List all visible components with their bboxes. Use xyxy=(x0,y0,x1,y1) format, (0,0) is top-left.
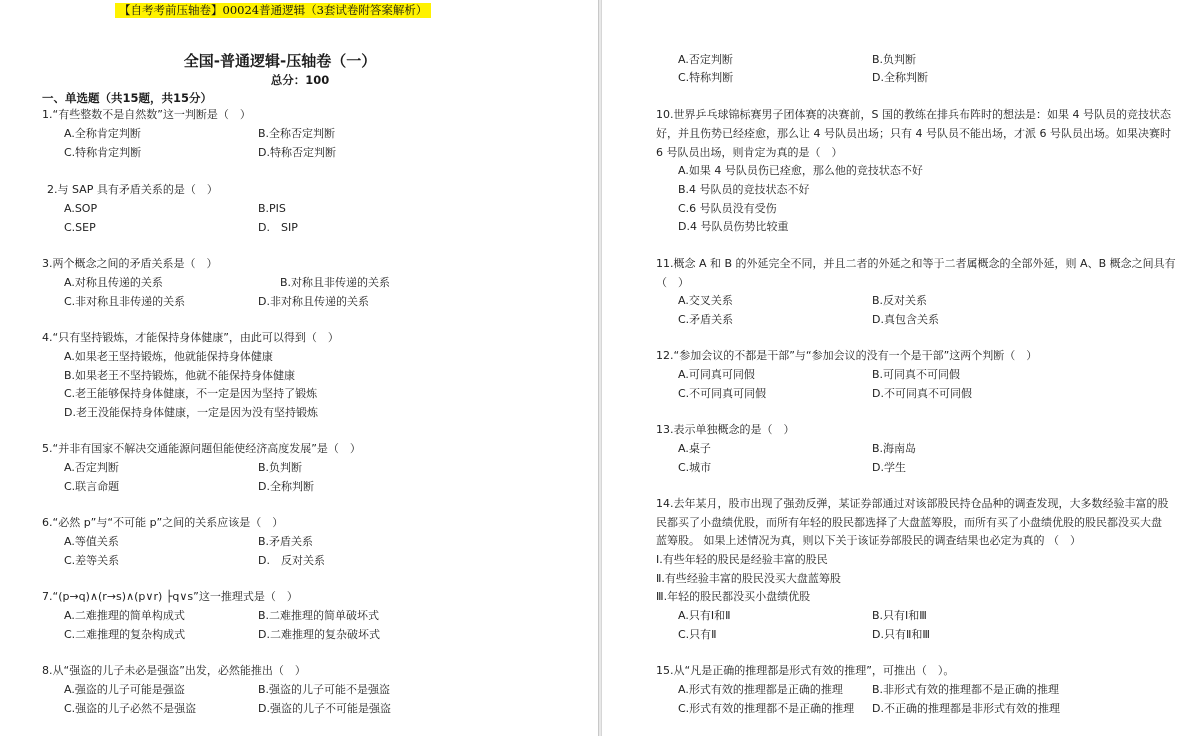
question-2-stem: 2.与 SAP 具有矛盾关系的是（ ） xyxy=(47,183,218,196)
question-9-option-c: C.特称判断 xyxy=(678,71,734,84)
question-9-option-b: B.负判断 xyxy=(872,53,917,66)
question-14-option-d: D.只有Ⅱ和Ⅲ xyxy=(872,628,930,641)
question-12-option-d: D.不可同真不可同假 xyxy=(872,387,972,400)
question-4-option-a: A.如果老王坚持锻炼，他就能保持身体健康 xyxy=(64,350,273,363)
question-5-option-b: B.负判断 xyxy=(258,461,303,474)
question-10-option-d: D.4 号队员伤势比较重 xyxy=(678,220,789,233)
question-8-option-c: C.强盗的儿子必然不是强盗 xyxy=(64,702,197,715)
question-2-option-a: A.SOP xyxy=(64,202,98,215)
question-13-option-a: A.桌子 xyxy=(678,442,711,455)
question-5-option-a: A.否定判断 xyxy=(64,461,119,474)
question-11-option-d: D.真包含关系 xyxy=(872,313,939,326)
question-3-option-a: A.对称且传递的关系 xyxy=(64,276,163,289)
question-15-stem: 15.从“凡是正确的推理都是形式有效的推理”，可推出（ ）。 xyxy=(656,664,955,677)
question-2-option-c: C.SEP xyxy=(64,221,96,234)
question-14-option-c: C.只有Ⅱ xyxy=(678,628,717,641)
question-12-option-a: A.可同真可同假 xyxy=(678,368,755,381)
question-7-stem: 7.“(p→q)∧(r→s)∧(p∨r) ├q∨s”这一推理式是（ ） xyxy=(42,590,298,603)
question-6-option-c: C.差等关系 xyxy=(64,554,120,567)
question-1-option-c: C.特称肯定判断 xyxy=(64,146,142,159)
question-10-option-a: A.如果 4 号队员伤已痊愈，那么他的竞技状态不好 xyxy=(678,164,923,177)
exam-title: 全国-普通逻辑-压轴卷（一） xyxy=(183,52,377,70)
question-8-option-b: B.强盗的儿子可能不是强盗 xyxy=(258,683,391,696)
question-2-option-d: D. SIP xyxy=(258,221,298,234)
question-10-stem-line-3: 6 号队员出场，则肯定为真的是（ ） xyxy=(656,146,843,159)
question-1-stem: 1.“有些整数不是自然数”这一判断是（ ） xyxy=(42,108,251,121)
question-12-option-c: C.不可同真可同假 xyxy=(678,387,767,400)
question-8-option-a: A.强盗的儿子可能是强盗 xyxy=(64,683,185,696)
question-8-stem: 8.从“强盗的儿子未必是强盗”出发，必然能推出（ ） xyxy=(42,664,306,677)
question-15-option-a: A.形式有效的推理都是正确的推理 xyxy=(678,683,843,696)
question-6-option-d: D. 反对关系 xyxy=(258,554,325,567)
question-14-option-a: A.只有Ⅰ和Ⅱ xyxy=(678,609,731,622)
question-15-option-c: C.形式有效的推理都不是正确的推理 xyxy=(678,702,855,715)
question-5-stem: 5.“并非有国家不解决交通能源问题但能使经济高度发展”是（ ） xyxy=(42,442,361,455)
question-11-option-c: C.矛盾关系 xyxy=(678,313,734,326)
question-13-option-b: B.海南岛 xyxy=(872,442,917,455)
question-14-statement-1: Ⅰ.有些年轻的股民是经验丰富的股民 xyxy=(656,553,828,566)
question-12-stem: 12.“参加会议的不都是干部”与“参加会议的没有一个是干部”这两个判断（ ） xyxy=(656,349,1038,362)
question-3-stem: 3.两个概念之间的矛盾关系是（ ） xyxy=(42,257,218,270)
question-6-option-a: A.等值关系 xyxy=(64,535,119,548)
question-6-option-b: B.矛盾关系 xyxy=(258,535,314,548)
question-14-option-b: B.只有Ⅰ和Ⅲ xyxy=(872,609,927,622)
question-4-option-b: B.如果老王不坚持锻炼，他就不能保持身体健康 xyxy=(64,369,296,382)
question-4-stem: 4.“只有坚持锻炼，才能保持身体健康”，由此可以得到（ ） xyxy=(42,331,339,344)
question-10-stem-line-1: 10.世界乒乓球锦标赛男子团体赛的决赛前，S 国的教练在排兵布阵时的想法是：如果 4 号队员的竞技状态 xyxy=(656,108,1171,121)
question-4-option-c: C.老王能够保持身体健康，不一定是因为坚持了锻炼 xyxy=(64,387,318,400)
question-14-stem-line-1: 14.去年某月，股市出现了强劲反弹，某证券部通过对该部股民持仓品种的调查发现，大多数经验丰富的股 xyxy=(656,497,1169,510)
question-5-option-c: C.联言命题 xyxy=(64,480,120,493)
question-15-option-d: D.不正确的推理都是非形式有效的推理 xyxy=(872,702,1060,715)
header-banner: 【自考考前压轴卷】00024普通逻辑（3套试卷附答案解析） xyxy=(115,3,431,18)
question-1-option-d: D.特称否定判断 xyxy=(258,146,336,159)
question-7-option-a: A.二难推理的简单构成式 xyxy=(64,609,185,622)
question-7-option-c: C.二难推理的复杂构成式 xyxy=(64,628,186,641)
question-8-option-d: D.强盗的儿子不可能是强盗 xyxy=(258,702,391,715)
question-14-statement-2: Ⅱ.有些经验丰富的股民没买大盘蓝筹股 xyxy=(656,572,841,585)
question-4-option-d: D.老王没能保持身体健康，一定是因为没有坚持锻炼 xyxy=(64,406,318,419)
question-12-option-b: B.可同真不可同假 xyxy=(872,368,961,381)
question-9-option-d: D.全称判断 xyxy=(872,71,928,84)
question-9-option-a: A.否定判断 xyxy=(678,53,733,66)
question-11-stem-line-1: 11.概念 A 和 B 的外延完全不同，并且二者的外延之和等于二者属概念的全部外延，则 A、B 概念之间具有 xyxy=(656,257,1176,270)
question-10-stem-line-2: 好，并且伤势已经痊愈，那么让 4 号队员出场；只有 4 号队员不能出场，才派 6 号队员出场。如果决赛时 xyxy=(656,127,1171,140)
question-10-option-b: B.4 号队员的竞技状态不好 xyxy=(678,183,810,196)
question-3-option-c: C.非对称且非传递的关系 xyxy=(64,295,186,308)
page-divider xyxy=(598,0,602,736)
question-13-stem: 13.表示单独概念的是（ ） xyxy=(656,423,795,436)
question-2-option-b: B.PIS xyxy=(258,202,286,215)
question-3-option-d: D.非对称且传递的关系 xyxy=(258,295,369,308)
question-15-option-b: B.非形式有效的推理都不是正确的推理 xyxy=(872,683,1060,696)
question-6-stem: 6.“必然 p”与“不可能 p”之间的关系应该是（ ） xyxy=(42,516,284,529)
question-11-stem-line-2: （ ） xyxy=(656,276,689,289)
question-14-stem-line-2: 民都买了小盘绩优股，而所有年轻的股民都选择了大盘蓝筹股，而所有买了小盘绩优股的股民都没买大盘 xyxy=(656,516,1162,529)
question-10-option-c: C.6 号队员没有受伤 xyxy=(678,202,777,215)
question-11-option-b: B.反对关系 xyxy=(872,294,928,307)
question-5-option-d: D.全称判断 xyxy=(258,480,314,493)
question-3-option-b: B.对称且非传递的关系 xyxy=(280,276,391,289)
total-score: 总分：100 xyxy=(270,73,330,87)
question-14-statement-3: Ⅲ.年轻的股民都没买小盘绩优股 xyxy=(656,590,811,603)
question-1-option-b: B.全称否定判断 xyxy=(258,127,336,140)
question-1-option-a: A.全称肯定判断 xyxy=(64,127,141,140)
question-14-stem-line-3: 蓝筹股。 如果上述情况为真，则以下关于该证券部股民的调查结果也必定为真的 （ ） xyxy=(656,534,1081,547)
question-13-option-d: D.学生 xyxy=(872,461,906,474)
question-11-option-a: A.交叉关系 xyxy=(678,294,733,307)
question-7-option-b: B.二难推理的简单破坏式 xyxy=(258,609,380,622)
question-13-option-c: C.城市 xyxy=(678,461,712,474)
section-heading: 一、单选题（共15题，共15分） xyxy=(42,91,213,105)
right-page xyxy=(603,0,1189,736)
question-7-option-d: D.二难推理的复杂破坏式 xyxy=(258,628,380,641)
